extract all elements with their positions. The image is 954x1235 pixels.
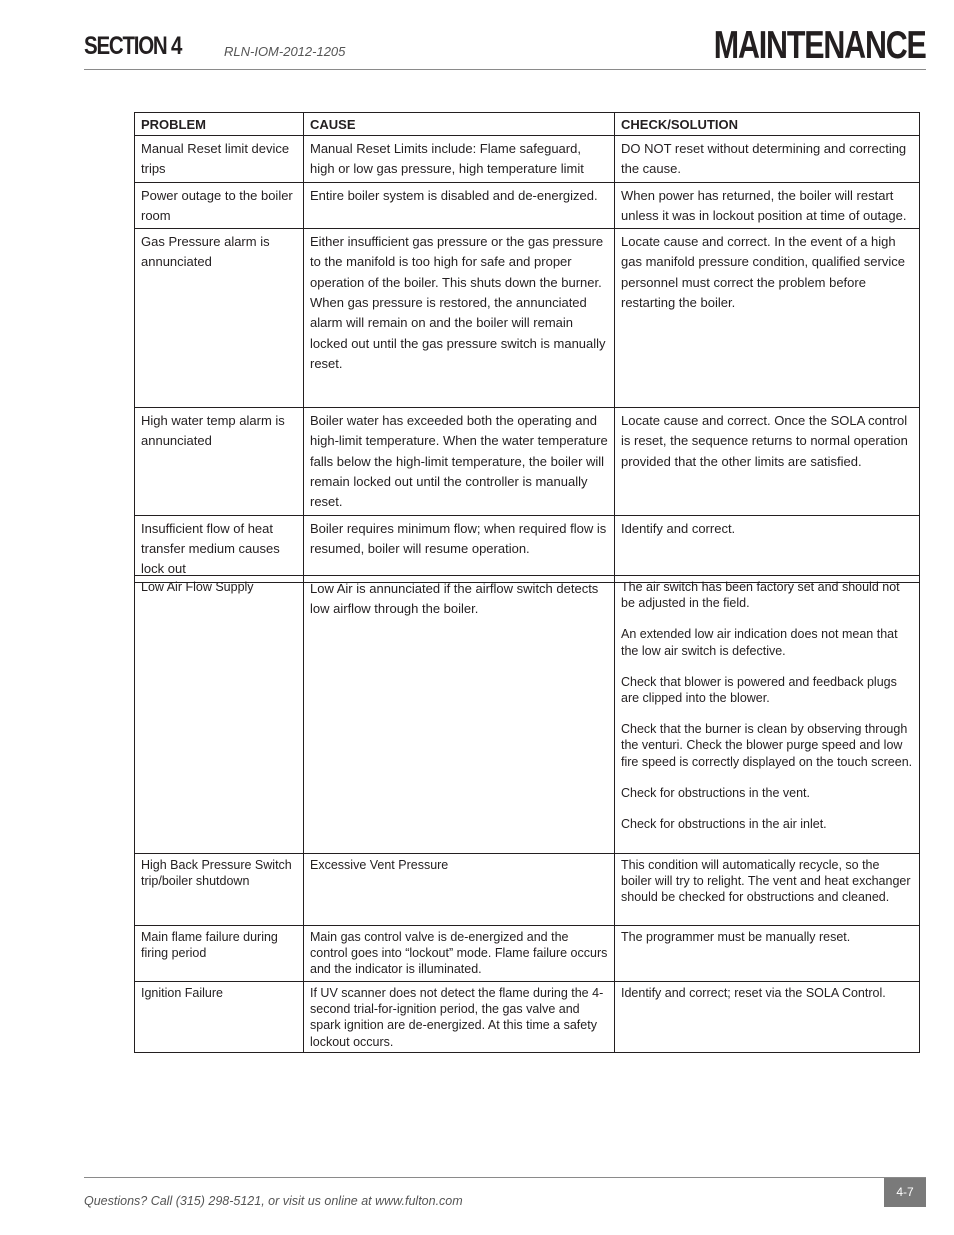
table-row bbox=[135, 182, 920, 229]
column-header-solution: CHECK/SOLUTION bbox=[615, 113, 920, 136]
problem-cell: Insufficient flow of heat transfer medium causes lock out bbox=[135, 515, 304, 582]
footer-contact-text: Questions? Call (315) 298-5121, or visit us online at www.fulton.com bbox=[84, 1194, 463, 1208]
cause-cell: Boiler water has exceeded both the operating and high-limit temperature. When the water temperature falls below the high-limit temperature, the boiler will remain locked out until the controller is manually reset. bbox=[304, 408, 615, 515]
column-header-cause: CAUSE bbox=[304, 113, 615, 136]
problem-cell: Low Air Flow Supply bbox=[135, 576, 304, 854]
section-label: SECTION 4 bbox=[84, 32, 182, 60]
page-footer bbox=[84, 1177, 926, 1208]
solution-cell: This condition will automatically recycle, so the boiler will try to relight. The vent and heat exchanger should be checked for obstructions and cleaned. bbox=[615, 854, 920, 926]
cause-cell: Main gas control valve is de-energized and the control goes into “lockout” mode. Flame failure occurs and the indicator is illuminated. bbox=[304, 926, 615, 982]
table-row bbox=[135, 982, 920, 1053]
document-code: RLN-IOM-2012-1205 bbox=[224, 44, 346, 59]
solution-paragraph: Check that the burner is clean by observing through the venturi. Check the blower purge speed and low fire speed is correctly displayed on the touch screen. bbox=[621, 722, 913, 769]
cause-cell: If UV scanner does not detect the flame during the 4-second trial-for-ignition period, the gas valve and spark ignition are de-energized. At this time a safety lockout occurs. bbox=[304, 982, 615, 1053]
table-row bbox=[135, 926, 920, 982]
solution-paragraph: Check that blower is powered and feedback plugs are clipped into the blower. bbox=[621, 674, 897, 706]
problem-cell: Main flame failure during firing period bbox=[135, 926, 304, 982]
solution-cell: The programmer must be manually reset. bbox=[615, 926, 920, 982]
table-row bbox=[135, 515, 920, 582]
solution-paragraph: The air switch has been factory set and should not be adjusted in the field. bbox=[621, 580, 900, 611]
solution-cell: Locate cause and correct. In the event of a high gas manifold pressure condition, qualified service personnel must correct the problem before restarting the boiler. bbox=[615, 229, 920, 408]
table-row bbox=[135, 408, 920, 515]
troubleshooting-table-1 bbox=[134, 112, 920, 583]
table-row bbox=[135, 854, 920, 926]
solution-cell bbox=[615, 576, 920, 854]
solution-paragraph: Check for obstructions in the air inlet. bbox=[621, 817, 827, 832]
page-header bbox=[84, 24, 926, 70]
problem-cell: Power outage to the boiler room bbox=[135, 182, 304, 229]
troubleshooting-table-2 bbox=[134, 575, 920, 1053]
problem-cell: Manual Reset limit device trips bbox=[135, 136, 304, 183]
table-row bbox=[135, 229, 920, 408]
solution-cell: Identify and correct; reset via the SOLA Control. bbox=[615, 982, 920, 1053]
table-row bbox=[135, 136, 920, 183]
solution-cell: Identify and correct. bbox=[615, 515, 920, 582]
solution-cell: DO NOT reset without determining and correcting the cause. bbox=[615, 136, 920, 183]
solution-paragraph: An extended low air indication does not mean that the low air switch is defective. bbox=[621, 627, 898, 658]
column-header-problem: PROBLEM bbox=[135, 113, 304, 136]
cause-cell: Either insufficient gas pressure or the gas pressure to the manifold is too high for safe and proper operation of the boiler. This shuts down the burner. When gas pressure is restored, the annunciated alarm will remain on and the boiler will remain locked out until the gas pressure switch is manually reset. bbox=[304, 229, 615, 408]
table-row bbox=[135, 576, 920, 854]
cause-cell: Boiler requires minimum flow; when required flow is resumed, boiler will resume operation. bbox=[304, 515, 615, 582]
cause-cell: Low Air is annunciated if the airflow switch detects low airflow through the boiler. bbox=[304, 576, 615, 854]
problem-cell: Gas Pressure alarm is annunciated bbox=[135, 229, 304, 408]
solution-cell: When power has returned, the boiler will restart unless it was in lockout position at time of outage. bbox=[615, 182, 920, 229]
cause-cell: Entire boiler system is disabled and de-energized. bbox=[304, 182, 615, 229]
cause-cell: Manual Reset Limits include: Flame safeguard, high or low gas pressure, high temperature limit bbox=[304, 136, 615, 183]
solution-cell: Locate cause and correct. Once the SOLA control is reset, the sequence returns to normal operation provided that the other limits are satisfied. bbox=[615, 408, 920, 515]
solution-paragraph: Check for obstructions in the vent. bbox=[621, 785, 810, 800]
table-header-row bbox=[135, 113, 920, 136]
problem-cell: High Back Pressure Switch trip/boiler shutdown bbox=[135, 854, 304, 926]
section-title: MAINTENANCE bbox=[714, 24, 926, 67]
page-number-badge: 4-7 bbox=[884, 1178, 926, 1207]
problem-cell: High water temp alarm is annunciated bbox=[135, 408, 304, 515]
problem-cell: Ignition Failure bbox=[135, 982, 304, 1053]
cause-cell: Excessive Vent Pressure bbox=[304, 854, 615, 926]
